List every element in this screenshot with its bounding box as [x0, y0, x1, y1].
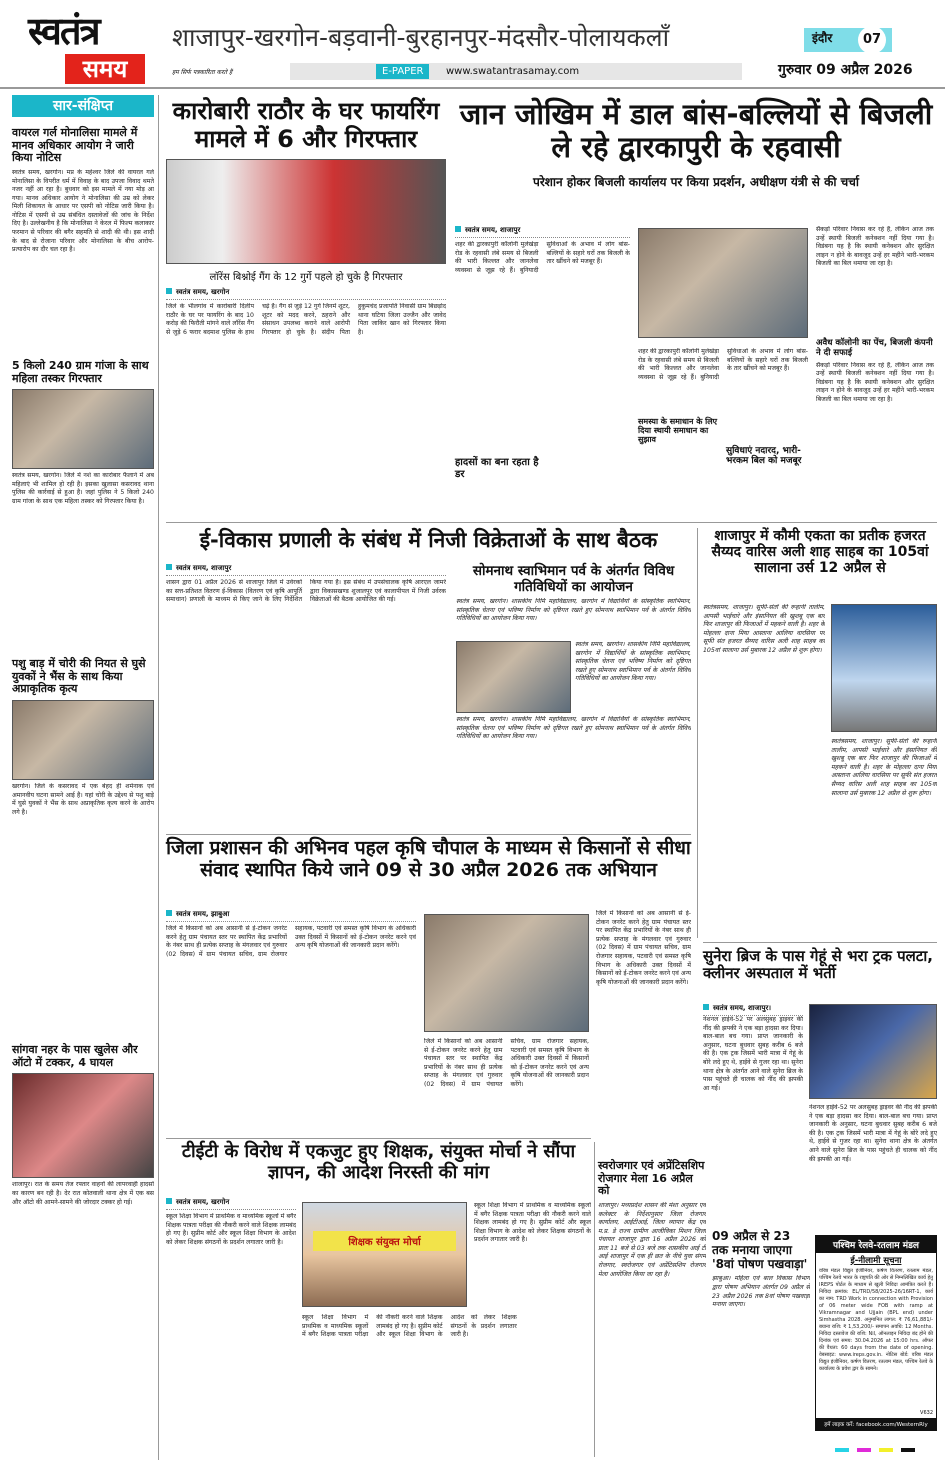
magenta-mark: [857, 1448, 871, 1452]
website-link[interactable]: www.swatantrasamay.com: [446, 66, 580, 77]
print-color-marks: [835, 1448, 915, 1452]
brief-3-photo: [12, 700, 154, 780]
event-photo: [456, 641, 571, 713]
subhead-bills: सुविधाएं नदारद, भारी-भरकम बिल को मजबूर: [726, 446, 802, 467]
article-body-2: स्वतंत्रसमय, शाजापुर। सूफी-संतों की रूहानी तालीम, आपसी भाईचारे और इंसानियत की खुशबू एक बार फिर शाजापुर की फिजाओं में महकने वाली है। शहर के मोहल्ला दाना मिया आस्ताना आलिया वारसिया पर सूफी संत हजरत सैय्यद वारिस अली शाह साहब का 105वां सालाना उर्स मुबारक 12 अप्रैल से शुरू होगा।: [831, 738, 937, 797]
story-truck-overturn: [703, 948, 937, 1223]
brief-3-title: पशु बाड़ में चोरी की नियत से घुसे युवकों ने भैंस के साथ किया अप्राकृतिक कृत्य: [12, 657, 146, 696]
subhead-danger: हादसों का बना रहता है डर: [455, 457, 539, 480]
masthead: [0, 0, 945, 90]
brief-4-photo: [12, 1073, 154, 1178]
section-divider: [166, 834, 691, 835]
column-divider: [697, 528, 698, 938]
article-body-right: सैकड़ों परिवार निवास कर रहे हैं, लेकिन आज तक उन्हें स्थायी बिजली कनेक्शन नहीं दिया गया है। विडंबना यह है कि स्थायी कनेक्शन और सुरक्षित लाइन न होने के बावजूद उन्हें हर महीने भारी-भरकम बिजली का बिल थमाया जा रहा है।: [816, 226, 934, 268]
byline: स्वतंत्र समय, शाजापुर: [166, 564, 446, 576]
issue-date: गुरुवार 09 अप्रैल 2026: [778, 62, 913, 78]
logo-bottom: समय: [65, 54, 145, 84]
story-e-vikas-meeting: [166, 528, 691, 833]
byline: स्वतंत्र समय, शाजापुर: [455, 226, 630, 238]
column-divider: [594, 1142, 595, 1457]
column-divider: [158, 95, 159, 1460]
brief-3-body: खरगोन। जिले के कसरावद में एक बेहद ही शर्मनाक एवं अमानवीय घटना सामने आई है। यहां चोरी के उद्देश्य से पशु बाड़े में घुसे युवकों ने भैंस के साथ अप्राकृतिक कृत्य करने के आरोप लगे है।: [12, 783, 154, 816]
story-rojgar-mela: [598, 1160, 706, 1455]
headline: ई-विकास प्रणाली के संबंध में निजी विक्रेताओं के साथ बैठक: [199, 528, 658, 552]
brief-4-title: सांगवा नहर के पास खुलेस और ऑटो में टक्कर, 4 घायल: [12, 1043, 138, 1069]
notice-title: ई-नीलामी सूचना: [850, 1256, 902, 1266]
brief-1-body: स्वतंत्र समय, खरगोन। मप्र के महेश्वर जिले की वायरल गर्ल मोनालिसा के विपरीत धर्म में विवाह के बाद उपजा विवाद थमते नजर नहीं आ रहा है। बुधवार को इस मामले में नया मोड़ आ गया। मानव अधिकार आयोग ने मोनालिसा की उम्र को लेकर मिली शिकायत के आधार पर एसपी को नोटिस जारी किया है। नोटिस में एसपी से उम्र संबंधित दस्तावेजों की जांच के निर्देश दिए है। उल्लेखनीय है कि मोनालिसा ने केरल में फिल्म कलाकार फरमान से परिवार की बगैर सहमति से शादी की थी। इस शादी के बाद से रोजाना परिवार और मोनालिसा के बीच आरोप- प्रत्यारोप का दौर चल रहा है।: [12, 168, 154, 254]
section-divider: [166, 1138, 591, 1139]
protest-photo: [638, 228, 808, 338]
edition-cities-title: शाजापुर-खरगोन-बड़वानी-बुरहानपुर-मंदसौर-पोलायकलाँ: [172, 23, 670, 52]
subhead-colony: अवैध कॉलोनी का पेंच, बिजली कंपनी ने दी सफाई: [816, 338, 933, 358]
byline: स्वतंत्र समय, खरगोन: [166, 1198, 296, 1210]
truck-photo: [809, 1004, 937, 1099]
story-firing-arrests: [166, 98, 446, 518]
article-body: स्वतंत्रसमय, शाजापुर। सूफी-संतों की रूहानी तालीम, आपसी भाईचारे और इंसानियत की खुशबू एक बार फिर शाजापुर की फिजाओं में महकने वाली है। शहर के मोहल्ला दाना मिया आस्ताना आलिया वारसिया पर सूफी संत हजरत सैय्यद वारिस अली शाह साहब का 105वां सालाना उर्स मुबारक 12 अप्रैल से शुरू होगा।: [703, 604, 825, 654]
subhead-solution: समस्या के समाधान के लिए दिया स्थायी समाधान का सुझाव: [638, 417, 718, 445]
masthead-divider: [0, 87, 945, 89]
story-tet-protest: [166, 1142, 591, 1457]
headline: 09 अप्रैल से 23 तक मनाया जाएगा '8वां पोषण पखवाड़ा': [712, 1229, 808, 1271]
teachers-protest-photo: [302, 1202, 467, 1307]
headline: जान जोखिम में डाल बांस-बल्लियों से बिजली ले रहे द्वारकापुरी के रहवासी: [459, 97, 933, 165]
headline: टीईटी के विरोध में एकजुट हुए शिक्षक, संयुक्त मोर्चा ने सौंपा ज्ञापन, की आदेश निरस्ती की मांग: [181, 1141, 576, 1183]
headline: कारोबारी राठौर के घर फायरिंग मामले में 6 और गिरफ्तार: [172, 97, 440, 153]
notice-header: पश्चिम रेलवे-रतलाम मंडल: [816, 1236, 936, 1253]
story-dwarkapuri-electricity: [455, 98, 937, 518]
subheadline: परेशान होकर बिजली कार्यालय पर किया प्रदर्शन, अधीक्षण यंत्री से की चर्चा: [533, 174, 859, 189]
story-poshan-pakhwada: [712, 1230, 810, 1455]
headline: सुनेरा ब्रिज के पास गेहूं से भरा ट्रक पलटा, क्लीनर अस्पताल में भर्ती: [703, 947, 933, 983]
inset-body-3: स्वतंत्र समय, खरगोन। शासकीय निमि महाविद्यालय, खरगोन में विद्यार्थियों के सांस्कृतिक स्वाभिमान, सांस्कृतिक चेतना एवं भविष्य निर्माण को दृष्टिगत रखते हुए सोमनाथ स्वाभिमान पर्व के अंतर्गत विविध गतिविधियों का आयोजन किया गया।: [456, 716, 691, 741]
article-body-3: स्कूल शिक्षा विभाग में प्राथमिक व माध्यमिक स्कूलों में बगैर शिक्षक पात्रता परीक्षा की नौकरी करने वाले शिक्षक लामबंद हो गए है। सुप्रीम कोर्ट और स्कूल शिक्षा विभाग के आदेश को लेकर शिक्षक संगठनों के प्रदर्शन लगातार जारी है।: [474, 1202, 591, 1244]
brief-4-body: शाजापुर। रात के समय तेज रफ्तार वाहनों की लापरवाही हादसों का कारण बन रही है। देर रात कोतवाली थाना क्षेत्र में एक बस और ऑटो की आमने-सामने की जोरदार टक्कर हो गई।: [12, 1181, 154, 1206]
article-body: झाबुआ। महिला एवं बाल विकास विभाग द्वारा पोषण अभियान अंतर्गत 09 अप्रैल से 23 अप्रैल 2026 तक 8वां पोषण पखवाड़ा मनाया जाएगा।: [712, 1275, 810, 1309]
facebook-link[interactable]: हमें लाइक करें: facebook.com/WesternRly: [816, 1418, 936, 1430]
section-divider: [703, 942, 937, 943]
article-body: जिले के भीलगांव में कारोबारी दिलीप राठौर के घर पर फायरिंग के बाद 10 करोड़ की फिरौती मांगने वाले लॉरेंस गैंग से जुड़े 6 फरार बदमाश पुलिस के हाथ चढ़े है। गैंग से जुड़े 12 गुर्गे जिनमें शूटर, शूटर को मदद करने, ठहराने और संसाधन उपलब्ध कराने वाले आरोपी गिरफ्तार हो चुके है। संदीप पिता हुकुमचंद प्रजापति निवासी ग्राम बिछड़ोद थाना घटिया जिला उज्जैन और जावेद पिता जाकिर खान को गिरफ्तार किया है।: [166, 303, 446, 336]
article-body-2: शहर की द्वारकापुरी कॉलोनी मुलेखेड़ा रोड के रहवासी लंबे समय से बिजली की भारी किल्लत और जानलेवा व्यवस्था से जूझ रहे हैं। बुनियादी सुविधाओं के अभाव में लोग बांस-बल्लियों के सहारे घरों तक बिजली के तार खींचने को मजबूर हैं।: [638, 348, 808, 381]
article-body: जिले में किसानों को अब आसानी से ई-टोकन जनरेट करने हेतु ग्राम पंचायत स्तर पर स्थापित केंद्र प्रभारियों के नंबर साथ ही प्रत्येक सप्ताह के मंगलवार एवं गुरुवार (02 दिवस) में ग्राम पंचायत सचिव, ग्राम रोजगार सहायक, पटवारी एवं समस्त कृषि विभाग के अधिकारी उक्त दिवसों में किसानों को ई-टोकन जनरेट करने एवं अन्य कृषि योजनाओं की जानकारी प्रदान करेंगे।: [166, 925, 416, 958]
brief-header: सार-संक्षिप्त: [12, 95, 154, 117]
article-body-3: जिले में किसानों को अब आसानी से ई-टोकन जनरेट करने हेतु ग्राम पंचायत स्तर पर स्थापित केंद्र प्रभारियों के नंबर साथ ही प्रत्येक सप्ताह के मंगलवार एवं गुरुवार (02 दिवस) में ग्राम पंचायत सचिव, ग्राम रोजगार सहायक, पटवारी एवं समस्त कृषि विभाग के अधिकारी उक्त दिवसों में किसानों को ई-टोकन जनरेट करने एवं अन्य कृषि योजनाओं की जानकारी प्रदान करेंगे।: [596, 910, 691, 986]
choupal-photo: [424, 914, 589, 1032]
byline: स्वतंत्र समय, शाजापुर।: [703, 1004, 803, 1016]
logo-top: स्वतंत्र: [28, 9, 99, 53]
byline: स्वतंत्र समय, खरगोन: [166, 288, 446, 300]
story-urs-festival: [703, 528, 937, 938]
edition-box: [804, 28, 892, 52]
headline: स्वरोजगार एवं अप्रेंटिसशिप रोजगार मेला 16 अप्रैल को: [598, 1159, 705, 1198]
headline: शाजापुर में कौमी एकता का प्रतीक हजरत सैय्यद वारिस अली शाह साहब का 105वां सालाना उर्स 12 अप्रैल से: [711, 528, 929, 577]
somnath-inset: [456, 564, 691, 786]
edition-label: इंदौर: [812, 31, 833, 45]
brief-2-title: 5 किलो 240 ग्राम गांजा के साथ महिला तस्कर गिरफ्तार: [12, 358, 149, 385]
epaper-badge: E-PAPER: [376, 64, 429, 79]
article-body: शाजापुर। मध्यप्रदेश शासन की मंशा अनुसार एवं कलेक्टर के निर्देशानुसार जिला रोजगार कार्यालय, आईटीआई, जिला व्यापार केंद्र एवं म.प्र. डे राज्य ग्रामीण आजीविका मिशन जिला पंचायत शाजापुर द्वारा 16 अप्रैल 2026 को प्रातः 11 बजे से 03 बजे तक शासकीय आई टी आई शाजापुर में एक ही छत के नीचे युवा संगम रोजगार, स्वरोजगार एवं अप्रेंटिसशिप रोजगार मेला आयोजित किया जा रहा है।: [598, 1201, 706, 1278]
yellow-mark: [879, 1448, 893, 1452]
black-mark: [901, 1448, 915, 1452]
article-body: शासन द्वारा 01 अप्रैल 2026 से शाजापुर जिले में उर्वरकों का सत्त-प्रतिशत वितरण ई-विकास (वितरण एवं कृषि आपूर्ति समाधान) प्रणाली के माध्यम से किए जाने के लिए निर्देशित किया गया है। इस संबंध में उपसंचालक कृषि आरएल जामरे द्वारा विकासखण्ड शुजालपुर एवं कालापीपल में निजी उर्वरक विक्रेताओं की बैठक आयोजित की गई।: [166, 579, 446, 604]
page-number: 07: [858, 26, 886, 54]
article-body-2: स्कूल शिक्षा विभाग में प्राथमिक व माध्यमिक स्कूलों में बगैर शिक्षक पात्रता परीक्षा की नौकरी करने वाले शिक्षक लामबंद हो गए है। सुप्रीम कोर्ट और स्कूल शिक्षा विभाग के आदेश को लेकर शिक्षक संगठनों के प्रदर्शन लगातार जारी है।: [302, 1314, 517, 1339]
brief-2-photo: [12, 389, 154, 469]
story-krishi-choupal: [166, 838, 691, 1133]
headline: जिला प्रशासन की अभिनव पहल कृषि चौपाल के माध्यम से किसानों से सीधा संवाद स्थापित किये जाने 09 से 30 अप्रैल 2026 तक अभियान: [166, 837, 691, 881]
article-body-2: नेशनल हाईवे-52 पर अलसुबह ड्राइवर की नींद की झपकी ने एक बड़ा हादसा कर दिया। बाल-बाल बच गया। प्राप्त जानकारी के अनुसार, घटना बुधवार सुबह करीब 6 बजे की है। एक ट्रक जिसमें भारी मात्रा में गेहूं के बोरे लदे हुए थे, हाईवे से गुजर रहा था। सुनेरा थाना क्षेत्र के अंतर्गत आने वाले सुनेरा ब्रिज के पास पहुंचते ही चालक को नींद की झपकी आ गई।: [809, 1104, 937, 1163]
photo-caption: लॉरेंस बिश्नोई गैंग के 12 गुर्गे पहले हो चुके है गिरफ्तार: [209, 272, 403, 284]
article-body: स्कूल शिक्षा विभाग में प्राथमिक व माध्यमिक स्कूलों में बगैर शिक्षक पात्रता परीक्षा की नौकरी करने वाले शिक्षक लामबंद हो गए है। सुप्रीम कोर्ट और स्कूल शिक्षा विभाग के आदेश को लेकर शिक्षक संगठनों के प्रदर्शन लगातार जारी है।: [166, 1213, 296, 1246]
arrested-accused-photo: [166, 159, 446, 264]
section-divider: [166, 522, 937, 523]
byline: स्वतंत्र समय, झाबुआ: [166, 910, 416, 922]
banner-text: शिक्षक संयुक्त मोर्चा: [313, 1231, 456, 1251]
railway-e-auction-notice: [815, 1235, 937, 1431]
inset-headline: सोमनाथ स्वाभिमान पर्व के अंतर्गत विविध गतिविधियों का आयोजन: [472, 563, 675, 595]
dargah-photo: [831, 604, 937, 732]
article-body-right-2: सैकड़ों परिवार निवास कर रहे हैं, लेकिन आज तक उन्हें स्थायी बिजली कनेक्शन नहीं दिया गया है। विडंबना यह है कि स्थायी कनेक्शन और सुरक्षित लाइन न होने के बावजूद उन्हें हर महीने भारी-भरकम बिजली का बिल थमाया जा रहा है।: [816, 361, 934, 403]
tagline: हम सिर्फ पत्रकारिता करते हैं: [172, 69, 233, 76]
inset-body: स्वतंत्र समय, खरगोन। शासकीय निमि महाविद्यालय, खरगोन में विद्यार्थियों के सांस्कृतिक स्वाभिमान, सांस्कृतिक चेतना एवं भविष्य निर्माण को दृष्टिगत रखते हुए सोमनाथ स्वाभिमान पर्व के अंतर्गत विविध गतिविधियों का आयोजन किया गया।: [456, 598, 691, 623]
notice-body: वरिष्ठ मंडल विद्युत इंजीनियर, कर्षण वितरण, रतलाम मंडल, पश्चिम रेलवे भारत के राष्ट्रपति की ओर से निम्नलिखित कार्य हेतु IREPS पोर्टल के माध्यम से खुली निविदा आमंत्रित करते हैं। निविदा क्रमांक: EL/TRD/58/2025-26/16RT-1, कार्य का नाम: TRD Work in connection with Provision of 06 meter wide FOB with ramp at Vikramnagar and Ujjain (BPL end) under Simhastha 2028. अनुमानित लागत: ₹ 76,61,881/- बयाना राशि: ₹ 1,53,200/- समापन अवधि: 12 Months. निविदा दस्तावेज की राशि: Nil, ऑनलाइन निविदा बंद होने की दिनांक एवं समय: 30.04.2026 at 15:00 hrs. ऑफर की वैधता: 60 days from the date of opening. वेबसाइट: www.ireps.gov.in. नोटिस बोर्ड: वरिष्ठ मंडल विद्युत इंजीनियर, कर्षण वितरण, रतलाम मंडल, पश्चिम रेलवे के कार्यालय के प्रवेश द्वार के सामने।: [819, 1268, 933, 1372]
notice-code: V632: [920, 1410, 933, 1416]
brief-1-title: वायरल गर्ल मोनालिसा मामले में मानव अधिकार आयोग ने जारी किया नोटिस: [12, 126, 138, 165]
article-body-2: जिले में किसानों को अब आसानी से ई-टोकन जनरेट करने हेतु ग्राम पंचायत स्तर पर स्थापित केंद्र प्रभारियों के नंबर साथ ही प्रत्येक सप्ताह के मंगलवार एवं गुरुवार (02 दिवस) में ग्राम पंचायत सचिव, ग्राम रोजगार सहायक, पटवारी एवं समस्त कृषि विभाग के अधिकारी उक्त दिवसों में किसानों को ई-टोकन जनरेट करने एवं अन्य कृषि योजनाओं की जानकारी प्रदान करेंगे।: [424, 1038, 589, 1088]
inset-body-2: स्वतंत्र समय, खरगोन। शासकीय निमि महाविद्यालय, खरगोन में विद्यार्थियों के सांस्कृतिक स्वाभिमान, सांस्कृतिक चेतना एवं भविष्य निर्माण को दृष्टिगत रखते हुए सोमनाथ स्वाभिमान पर्व के अंतर्गत विविध गतिविधियों का आयोजन किया गया।: [575, 641, 691, 683]
brief-column: [12, 95, 154, 1460]
cyan-mark: [835, 1448, 849, 1452]
article-body: नेशनल हाईवे-52 पर अलसुबह ड्राइवर की नींद की झपकी ने एक बड़ा हादसा कर दिया। बाल-बाल बच गया। प्राप्त जानकारी के अनुसार, घटना बुधवार सुबह करीब 6 बजे की है। एक ट्रक जिसमें भारी मात्रा में गेहूं के बोरे लदे हुए थे, हाईवे से गुजर रहा था। सुनेरा थाना क्षेत्र के अंतर्गत आने वाले सुनेरा ब्रिज के पास पहुंचते ही चालक को नींद की झपकी आ गई।: [703, 1016, 803, 1092]
brief-2-body: स्वतंत्र समय, खरगोन। जिले में नशे का कारोबार फैलाने में अब महिलाएं भी शामिल हो रही है। इसका खुलासा कसरावद थाना पुलिस की कार्रवाई से हुआ है। जहां पुलिस ने 5 किलो 240 ग्राम गांजा के साथ एक महिला तस्कर को गिरफ्तार किया है।: [12, 472, 154, 505]
article-body: शहर की द्वारकापुरी कॉलोनी मुलेखेड़ा रोड के रहवासी लंबे समय से बिजली की भारी किल्लत और जानलेवा व्यवस्था से जूझ रहे हैं। बुनियादी सुविधाओं के अभाव में लोग बांस-बल्लियों के सहारे घरों तक बिजली के तार खींचने को मजबूर हैं।: [455, 241, 630, 274]
